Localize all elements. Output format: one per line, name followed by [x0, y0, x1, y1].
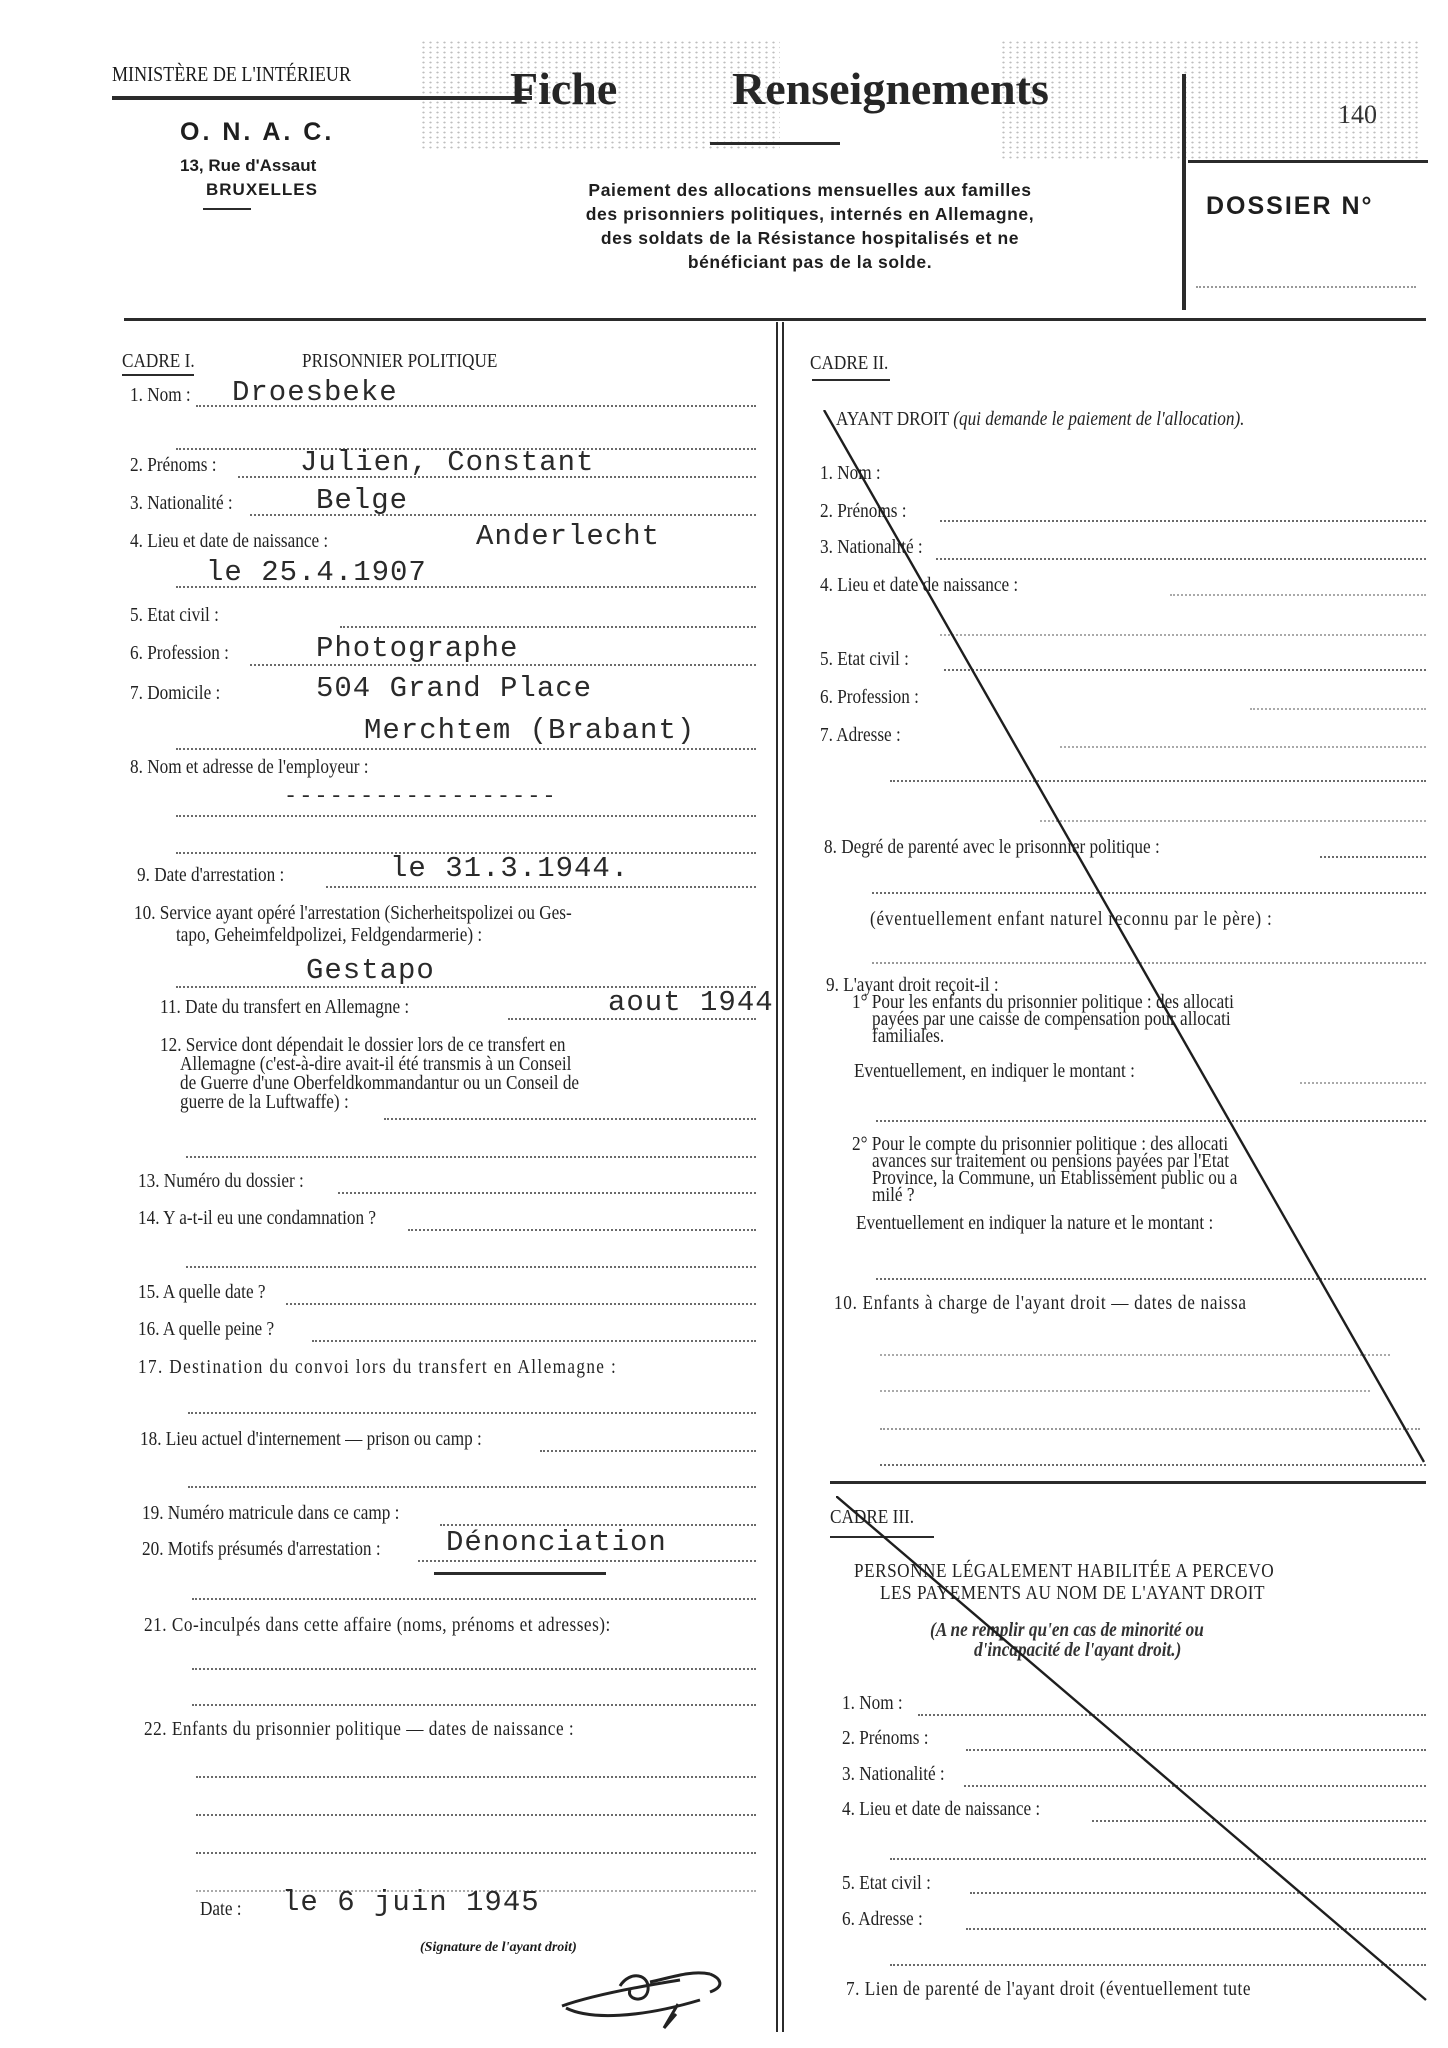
label-text: 12. Service dont dépendait le dossier lors de ce transfert en: [160, 1034, 566, 1056]
field-matricule-label: [142, 1502, 441, 1525]
cadre2-bottom-rule: [830, 1481, 1426, 1484]
label-text: Date :: [200, 1898, 242, 1920]
cadre2-heading: [810, 352, 901, 375]
signature-caption: (Signature de l'ayant droit): [420, 1940, 577, 1955]
field-service-dossier-label: [160, 1036, 644, 1112]
field-prenoms-label: [130, 454, 231, 477]
label-text: 8. Nom et adresse de l'employeur :: [130, 756, 369, 778]
label-text: 5. Etat civil :: [820, 648, 909, 670]
label-text: 7. Lien de parenté de l'ayant droit (éventuellement tute: [846, 1978, 1251, 2000]
label-text: Province, la Commune, un Etablissement public ou a: [872, 1167, 1238, 1189]
dossier-label: DOSSIER N°: [1206, 192, 1374, 220]
cadre2-strike-line: [820, 410, 1440, 1470]
label-text: Eventuellement, en indiquer le montant :: [854, 1060, 1135, 1082]
label-text: 1. Nom :: [842, 1692, 903, 1714]
cadre2-title-text: AYANT DROIT: [836, 408, 949, 430]
field-transfert-label: [160, 996, 450, 1019]
label-text: 3. Nationalité :: [820, 536, 923, 558]
form-title: [510, 62, 617, 115]
date-value[interactable]: le 6 juin 1945: [282, 1886, 540, 1919]
cadre1-title: [302, 350, 529, 373]
label-text: avances sur traitement ou pensions payées par l'Etat: [872, 1150, 1230, 1172]
field-motifs-value[interactable]: Dénonciation: [446, 1526, 667, 1559]
label-text: 8. Degré de parenté avec le prisonnier politique :: [824, 836, 1160, 858]
field-employeur-label: [130, 756, 407, 779]
cadre3-heading-text: CADRE III.: [830, 1506, 915, 1528]
field-quelle-date-label: [138, 1281, 286, 1304]
description-line: des soldats de la Résistance hospitalisés et ne: [600, 228, 1020, 248]
label-text: (A ne remplir qu'en cas de minorité ou: [930, 1619, 1204, 1641]
label-text: 1. Nom :: [820, 462, 881, 484]
label-text: 16. A quelle peine ?: [138, 1318, 275, 1340]
field-co-inculpes-line-1[interactable]: [192, 1668, 756, 1670]
header-divider: [124, 318, 1426, 321]
ministry-underline: [112, 96, 532, 100]
label-text: 3. Nationalité :: [842, 1763, 945, 1785]
field-service-arrestation-value[interactable]: Gestapo: [306, 954, 435, 987]
label-text: PERSONNE LÉGALEMENT HABILITÉE A PERCEVO: [854, 1560, 1275, 1582]
label-text: payées par une caisse de compensation pour allocati: [872, 1008, 1231, 1030]
field-domicile-line-2: [176, 748, 756, 750]
field-internement-label: [140, 1428, 537, 1451]
cadre1-title-text: PRISONNIER POLITIQUE: [302, 350, 498, 372]
label-text: 4. Lieu et date de naissance :: [842, 1798, 1041, 1820]
label-text: 1° Pour les enfants du prisonnier politique : des allocati: [852, 991, 1234, 1013]
field-nom-value[interactable]: Droesbeke: [232, 376, 398, 409]
ministry-text: MINISTÈRE DE L'INTÉRIEUR: [112, 62, 352, 86]
label-text: de Guerre d'une Oberfeldkommandantur ou un Conseil de: [180, 1072, 580, 1094]
label-text: 6. Profession :: [130, 642, 229, 664]
dossier-number-fragment: 140: [1338, 100, 1377, 129]
label-text: d'incapacité de l'ayant droit.): [974, 1639, 1182, 1661]
field-motifs-label: [142, 1538, 419, 1561]
label-text: 9. Date d'arrestation :: [137, 864, 285, 886]
field-profession-label: [130, 642, 245, 665]
label-text: 13. Numéro du dossier :: [138, 1170, 304, 1192]
field-prenoms-value[interactable]: Julien, Constant: [300, 446, 595, 479]
form-title-part2: Renseignements: [732, 63, 1049, 114]
cadre2-heading-text: CADRE II.: [810, 352, 889, 374]
label-text: 2. Prénoms :: [820, 500, 907, 522]
dossier-box-top-rule: [1188, 160, 1428, 163]
field-destination-line[interactable]: [188, 1412, 756, 1414]
org-address: 13, Rue d'Assaut: [180, 156, 317, 175]
form-description: [490, 178, 1130, 274]
field-enfants-label: [144, 1718, 644, 1741]
signature-scribble: [560, 1960, 730, 2040]
field-domicile-label: [130, 682, 235, 705]
field-naissance-label: [130, 530, 360, 553]
label-text: 19. Numéro matricule dans ce camp :: [142, 1502, 400, 1524]
description-line: Paiement des allocations mensuelles aux familles: [588, 180, 1032, 200]
field-employeur-line-1: [176, 815, 756, 817]
dossier-box-left-border: [1182, 74, 1186, 310]
label-text: tapo, Geheimfeldpolizei, Feldgendarmerie) :: [176, 924, 483, 946]
column-divider-line-a: [776, 322, 778, 2032]
field-condamnation-line-2: [186, 1266, 756, 1268]
label-text: 15. A quelle date ?: [138, 1281, 266, 1303]
field-transfert-value[interactable]: aout 1944: [608, 986, 774, 1019]
field-service-arrestation-label-1: [134, 902, 643, 925]
cadre1-heading-underline: [122, 374, 194, 376]
label-text: 10. Service ayant opéré l'arrestation (Sicherheitspolizei ou Ges-: [134, 902, 572, 924]
label-text: milé ?: [872, 1184, 915, 1206]
label-text: 20. Motifs présumés d'arrestation :: [142, 1538, 381, 1560]
field-co-inculpes-line-2: [192, 1704, 756, 1706]
label-text: 5. Etat civil :: [842, 1872, 931, 1894]
column-divider-line-b: [782, 322, 784, 2032]
date-label: [200, 1898, 248, 1921]
ministry-label: [112, 62, 390, 87]
field-co-inculpes-label: [144, 1614, 687, 1637]
field-domicile-value-1[interactable]: 504 Grand Place: [316, 672, 593, 705]
field-enfants-line-1[interactable]: [196, 1776, 756, 1778]
cadre2-heading-underline: [812, 379, 890, 381]
field-employeur-value[interactable]: ------------------: [284, 784, 558, 809]
label-text: 10. Enfants à charge de l'ayant droit — dates de naissa: [834, 1292, 1247, 1314]
label-text: 5. Etat civil :: [130, 604, 219, 626]
field-naissance-place-value[interactable]: Anderlecht: [476, 520, 661, 553]
cadre2-title-note: (qui demande le paiement de l'allocation).: [953, 408, 1245, 430]
label-text: 7. Adresse :: [820, 724, 901, 746]
label-text: 6. Profession :: [820, 686, 919, 708]
field-nom-label: [130, 384, 201, 407]
field-naissance-date-value[interactable]: le 25.4.1907: [206, 556, 427, 589]
field-numero-dossier-line[interactable]: [338, 1192, 756, 1194]
field-etat-civil-label: [130, 604, 233, 627]
field-service-dossier-line-2: [186, 1156, 756, 1158]
label-text: 4. Lieu et date de naissance :: [820, 574, 1019, 596]
form-title-2: [732, 62, 1049, 115]
field-quelle-peine-line[interactable]: [312, 1340, 756, 1342]
label-text: 11. Date du transfert en Allemagne :: [160, 996, 410, 1018]
description-line: des prisonniers politiques, internés en Allemagne,: [585, 204, 1035, 224]
field-numero-dossier-label: [138, 1170, 331, 1193]
title-underline: [710, 142, 840, 145]
field-nationalite-value[interactable]: Belge: [316, 484, 409, 517]
field-service-arrestation-label-2: [176, 924, 532, 947]
label-text: 2. Prénoms :: [842, 1727, 929, 1749]
label-text: familiales.: [872, 1025, 945, 1047]
field-domicile-value-2[interactable]: Merchtem (Brabant): [364, 714, 696, 747]
cadre3-strike-line: [836, 1496, 1436, 2008]
field-destination-label: [138, 1356, 695, 1379]
label-text: 2° Pour le compte du prisonnier politique : des allocati: [852, 1133, 1229, 1155]
field-profession-value[interactable]: Photographe: [316, 632, 519, 665]
label-text: Eventuellement en indiquer la nature et le montant :: [856, 1212, 1214, 1234]
label-text: LES PAYEMENTS AU NOM DE L'AYANT DROIT: [880, 1582, 1266, 1604]
label-text: 17. Destination du convoi lors du transfert en Allemagne :: [138, 1356, 618, 1378]
org-city: BRUXELLES: [206, 180, 318, 199]
label-text: Allemagne (c'est-à-dire avait-il été transmis à un Conseil: [180, 1053, 572, 1075]
label-text: 1. Nom :: [130, 384, 191, 406]
label-text: 18. Lieu actuel d'internement — prison ou camp :: [140, 1428, 482, 1450]
org-acronym: O. N. A. C.: [180, 118, 335, 146]
dossier-number-field[interactable]: [1196, 286, 1416, 288]
field-nationalite-label: [130, 492, 249, 515]
field-arrestation-line: [326, 886, 756, 888]
label-text: 9. L'ayant droit reçoit-il :: [826, 974, 999, 996]
field-internement-line-2: [188, 1486, 756, 1488]
field-quelle-date-line[interactable]: [286, 1303, 756, 1305]
field-motifs-underline: [434, 1572, 606, 1575]
form-title-part1: Fiche: [510, 63, 618, 114]
label-text: guerre de la Luftwaffe) :: [180, 1091, 349, 1113]
label-text: 2. Prénoms :: [130, 454, 217, 476]
cadre1-heading-text: CADRE I.: [122, 350, 195, 372]
label-text: (éventuellement enfant naturel reconnu par le père) :: [870, 908, 1273, 930]
label-text: 3. Nationalité :: [130, 492, 233, 514]
field-etat-civil-line[interactable]: [340, 626, 756, 628]
field-arrestation-label: [137, 864, 308, 887]
field-motifs-line: [418, 1560, 756, 1562]
field-motifs-line-2: [192, 1598, 756, 1600]
field-internement-line-1[interactable]: [540, 1450, 756, 1452]
field-enfants-line-3: [196, 1852, 756, 1854]
label-text: 22. Enfants du prisonnier politique — dates de naissance :: [144, 1718, 575, 1740]
org-underline: [203, 208, 251, 210]
field-enfants-line-2: [196, 1814, 756, 1816]
field-condamnation-label: [138, 1207, 415, 1230]
field-arrestation-value[interactable]: le 31.3.1944.: [390, 852, 630, 885]
label-text: 6. Adresse :: [842, 1908, 923, 1930]
field-condamnation-line-1[interactable]: [408, 1229, 756, 1231]
label-text: 14. Y a-t-il eu une condamnation ?: [138, 1207, 377, 1229]
description-line: bénéficiant pas de la solde.: [687, 252, 933, 272]
label-text: 7. Domicile :: [130, 682, 221, 704]
field-service-dossier-line-1[interactable]: [384, 1118, 756, 1120]
label-text: 4. Lieu et date de naissance :: [130, 530, 329, 552]
label-text: 21. Co-inculpés dans cette affaire (noms, prénoms et adresses):: [144, 1614, 611, 1636]
field-quelle-peine-label: [138, 1318, 296, 1341]
cadre1-heading: [122, 350, 206, 373]
